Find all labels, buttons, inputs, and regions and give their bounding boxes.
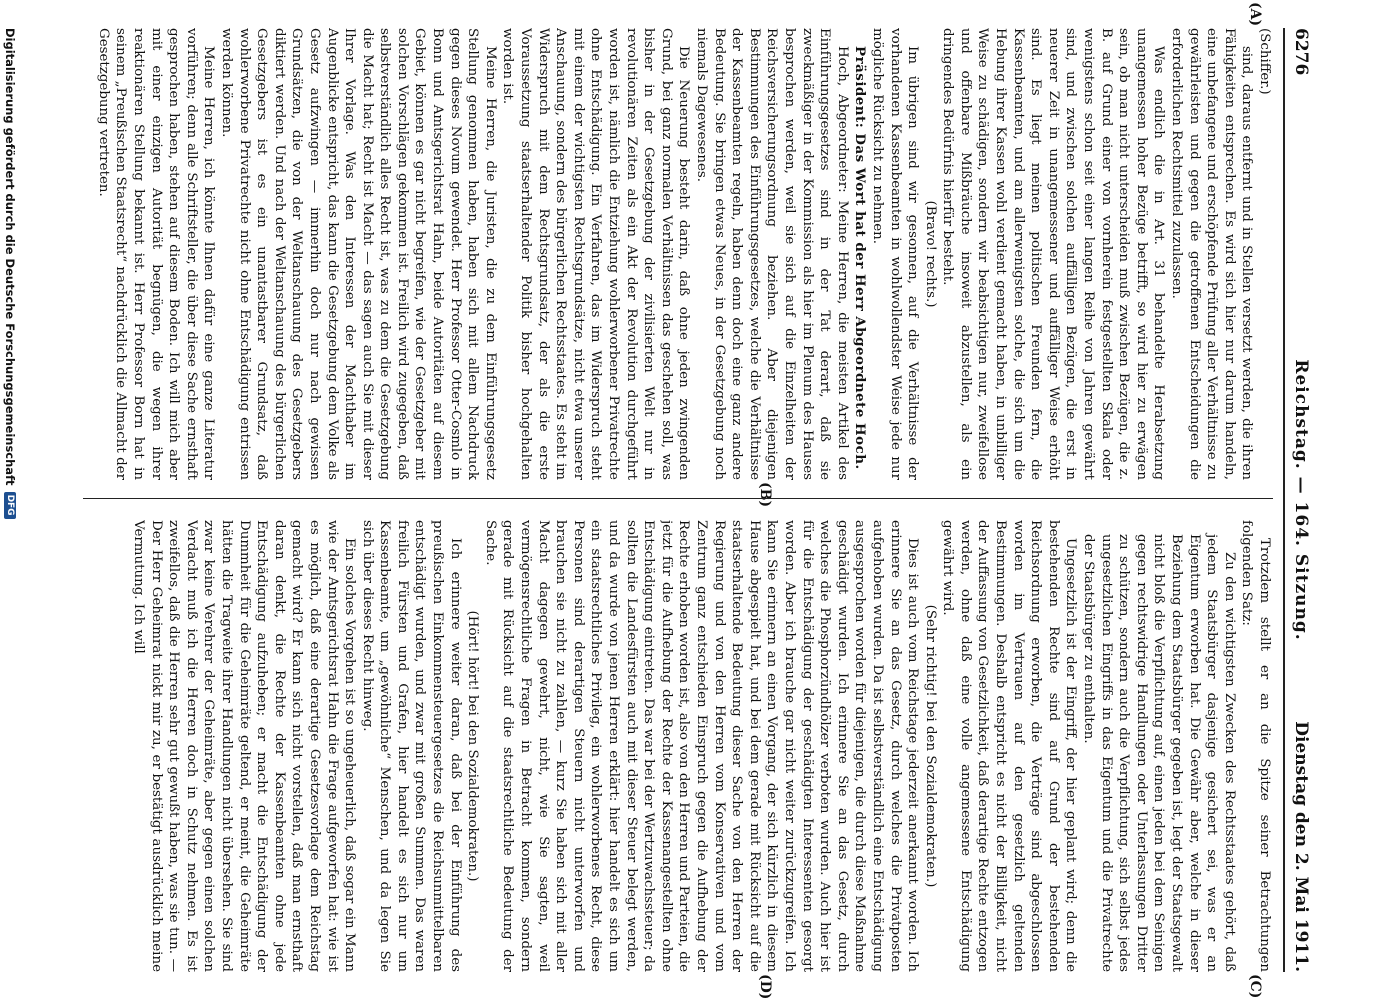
- interjection: (Hört! hört! bei den Sozialdemokraten.): [465, 610, 481, 882]
- page-header: [1287, 28, 1313, 972]
- margin-mark-d: (D): [757, 974, 773, 1000]
- margin-mark-c: (C): [1247, 974, 1263, 999]
- header-rule: [1283, 28, 1285, 972]
- right-column: [83, 520, 1273, 972]
- column-divider: [83, 498, 1273, 499]
- paragraph: Die Neuerung besteht darin, daß ohne jeden zwingenden Grund, bei ganz normalen Verhältnissen das geschehen soll, was bisher in der Gesetzgebung der zivilisierten Welt nur in revolutionären Zeiten als ein Akt der Revolution durchgeführt worden ist, nämlich die Entziehung wohlerworbener Privatrechte ohne Entschädigung. Ein Verfahren, das im Widerspruch steht mit einem der wichtigsten Rechtsgrundsätze, nicht etwa unserer Anschauung, sondern des bürgerlichen Rechtsstaates. Es steht im Widerspruch mit dem Rechtsgrundsatz, der als die erste Voraussetzung staatserhaltender Politik bisher hochgehalten worden ist.: [500, 28, 692, 480]
- paragraph: Dies ist auch vom Reichstage jederzeit anerkannt worden. Ich erinnere Sie an das Gesetz, durch welches die Privatposten aufgehoben wurden. Da ist selbstverständlich eine Entschädigung ausgesprochen worden für diejenigen, die durch diese Maßnahme geschädigt wurden. Ich erinnere Sie an das Gesetz, durch welches die Phosphorzündhölzer verboten wurden. Auch hier ist für die Entschädigung der geschädigten Interessenten gesorgt worden. Aber ich brauche gar nicht weiter zurückzugreifen. Ich kann Sie erinnern an einen Vorgang, der sich kürzlich in diesem Hause abgespielt hat, und bei dem gerade mit Rücksicht auf die staatserhaltende Bedeutung dieser Sache von den Herren der Regierung und von den Herren vom Konservativen und vom Zentrum ganz entschieden Einspruch gegen die Aufhebung der Rechte erhoben worden ist, also von den Herren und Parteien, die jetzt für die Aufhebung der Rechte der Kassenangestellten ohne Entschädigung eintreten. Das war bei der Wertzuwachssteuer; da sollten die Landesfürsten auch mit dieser Steuer belegt werden, und da wurde von jenen Herren erklärt: hier handelt es sich um ein staatsrechtliches Privileg, ein wohlerworbenes Recht, diese Personen sind derartigen Steuern nicht unterworfen und brauchen sie nicht zu zahlen, — kurz Sie haben sich mit aller Macht dagegen gewehrt, nicht, wie Sie sagten, weil vermögensrechtliche Fragen in Betracht kommen, sondern gerade mit Rücksicht auf die staatsrechtliche Bedeutung der Sache.: [482, 520, 921, 972]
- page-number: 6276: [1291, 28, 1311, 76]
- paragraph: Trotzdem stellt er an die Spitze seiner Betrachtungen folgenden Satz:: [1239, 520, 1272, 972]
- quotation: Zu den wichtigsten Zwecken des Rechtsstaates gehört, daß jedem Staatsbürger dasjenige gesichert sei, was er an Eigentum erworben hat. Die Gewähr aber, welche in dieser Beziehung dem Staatsbürger gegeben ist, legt der Staatsgewalt nicht bloß die Verpflichtung auf, einen jeden bei dem Seinigen gegen rechtswidrige Handlungen oder Unterlassungen Dritter zu schützen, sondern auch die Verpflichtung, sich selbst jedes ungesetzlichen Eingriffs in das Eigentum und die Privatrechte der Staatsbürger zu enthalten.: [1081, 534, 1237, 972]
- paragraph: Meine Herren, die Juristen, die zu dem Einführungsgesetz Stellung genommen haben, haben sich mit allem Nachdruck gegen dieses Novum gewendet. Herr Professor Otter-Cosmlo in Bonn und Amtsgerichtsrat Hahn, beide Autoritäten auf diesem Gebiet, können es gar nicht begreifen, wie der Gesetzgeber mit solchen Vorschlägen gekommen ist. Freilich wird zugegeben, daß selbstverständlich alles Recht ist, was zu dem die Gesetzgebung die Macht hat; Recht ist Macht — das sagen auch Sie mit dieser Ihrer Vorlage. Was den Interessen der Machthaber im Augenblicke entspricht, das kann die Gesetzgebung dem Volke als Gesetz aufzwingen — immerhin doch nur nach gewissen Grundsätzen, die von der Weltanschauung des Gesetzgebers diktiert werden. Und nach der Weltanschauung des bürgerlichen Gesetzgebers ist es ein unantastbarer Grundsatz, daß wohlerworbene Privatrechte nicht ohne Entschädigung entrissen werden können.: [218, 28, 498, 480]
- paragraph: Ungesetzlich ist der Eingriff, der hier geplant wird; denn die bestehenden Rechte sind auf Grund der bestehenden Reichsordnung erworben, die Verträge sind abgeschlossen worden im Vertrauen auf den gesetzlich geltenden Bestimmungen. Deshalb entspricht es nicht der Billigkeit, nicht der Auffassung von Gesetzlichkeit, daß derartige Rechte entzogen werden, ohne daß eine volle angemessene Entschädigung gewährt wird.: [940, 520, 1079, 972]
- dfg-logo: DFG: [4, 492, 16, 519]
- paragraph: Ich erinnere weiter daran, daß bei der Einführung des preußischen Einkommensteuergesetzes die Reichsunmittelbaren entschädigt wurden, und zwar mit großen Summen. Das waren freilich Fürsten und Grafen, hier handelt es sich nur um Kassenbeamte, um „gewöhnliche“ Menschen, und da legen Sie sich über dieses Recht hinweg.: [359, 520, 463, 972]
- paragraph: Ein solches Vorgehen ist so ungeheuerlich, daß sogar ein Mann wie der Amtsgerichtsrat Hahn die Frage aufgeworfen hat: wie ist es möglich, daß eine derartige Gesetzesvorlage dem Reichstag gemacht wird? Er kann sich nicht vorstellen, daß man ernsthaft daran denkt, die Rechte der Kassenbeamten ohne jede Entschädigung aufzuheben; er macht die Entschädigung der Dummheit für die Geheimräte geltend, er meint, die Geheimräte hätten die Tragweite ihrer Handlungen nicht übersehen. Sie sind zwar keine Verehrer der Geheimräte, aber gegen einen solchen Verdacht muß ich die Herren doch in Schutz nehmen. Es ist zweifellos, daß die Herren sehr gut gewußt haben, was sie tun. — Der Herr Geheimrat nickt mir zu, er bestätigt ausdrücklich meine Vermutung. Ich will: [131, 520, 358, 972]
- margin-mark-b: (B): [757, 482, 773, 508]
- interjection: (Sehr richtig! bei den Sozialdemokraten.): [922, 604, 938, 888]
- credit-text: Digitalisierung gefördert durch die Deutsche Forschungsgemeinschaft: [3, 28, 17, 486]
- paragraph: Im übrigen sind wir gesonnen, auf die Verhältnisse der vorhandenen Kassenbeamten in wohlwollendster Weise jede nur mögliche Rücksicht zu nehmen.: [869, 28, 921, 480]
- margin-mark-a: (A): [1247, 2, 1263, 27]
- paragraph: sind, daraus entfernt und in Stellen versetzt werden, die ihren Fähigkeiten entsprechen. Es wird sich hier nur darum handeln, eine unbefangene und erschöpfende Prüfung aller Verhältnisse zu gewährleisten und gegen die getroffenen Entscheidungen die erforderlichen Rechtsmittel zuzulassen.: [1169, 28, 1255, 480]
- session-title: Reichstag. — 164. Sitzung.: [1291, 359, 1311, 641]
- president-statement: Präsident: Das Wort hat der Herr Abgeordnete Hoch.: [852, 46, 869, 470]
- paragraph: Hoch, Abgeordneter: Meine Herren, die meisten Artikel des Einführungsgesetzes sind in der Tat derart, daß sie zweckmäßiger in der Kommission als hier im Plenum des Hauses besprochen werden, weil sie sich auf die Einzelheiten der Reichsversicherungsordnung beziehen. Aber diejenigen Bestimmungen des Einführungsgesetzes, welche die Verhältnisse der Kassenbeamten regeln, haben denn doch eine ganz andere Bedeutung. Sie bringen etwas Neues, in der Gesetzgebung noch niemals Dagewesenes.: [694, 28, 850, 480]
- left-column: [83, 28, 1273, 480]
- paragraph: Was endlich die in Art. 31 behandelte Herabsetzung unangemessen hoher Bezüge betrifft, so wird hier zu erwägen sein, ob man nicht unterscheiden muß zwischen Bezügen, die z. B. auf Grund einer von vornherein festgestellten Skala oder wenigstens schon seit einer langen Reihe von Jahren gewährt sind, und zwischen solchen auffälligen Bezügen, die erst in neuerer Zeit in unangemessener und auffälliger Weise erhöht sind. Es liegt meinen politischen Freunden fern, die Kassenbeamten, und am allerwenigsten solche, die sich um die Hebung ihrer Kassen wohl verdient gemacht haben, in unbilliger Weise zu schädigen, sondern wir beabsichtigen nur, zweifellose und offenbare Mißbräuche insoweit abzustellen, als ein dringendes Bedürfnis hierfür besteht.: [940, 28, 1167, 480]
- session-date: Dienstag den 2. Mai 1911.: [1291, 721, 1311, 972]
- speaker-tag: (Schiffer.): [1257, 28, 1272, 95]
- digitization-credit: [0, 28, 20, 972]
- paragraph: Meine Herren, ich könnte Ihnen dafür eine ganze Literatur vorführen; denn alle Schriftsteller, die über diese Sache ernsthaft gesprochen haben, stehen auf diesem Boden. Ich will mich aber mit einer einzigen Autorität begnügen, die wegen ihrer reaktionären Stellung bekannt ist. Herr Professor Born hat in seinem „Preußischen Staatsrecht“ nachdrücklich die Allmacht der Gesetzgebung vertreten.: [95, 28, 217, 480]
- interjection: (Bravo! rechts.): [922, 200, 938, 308]
